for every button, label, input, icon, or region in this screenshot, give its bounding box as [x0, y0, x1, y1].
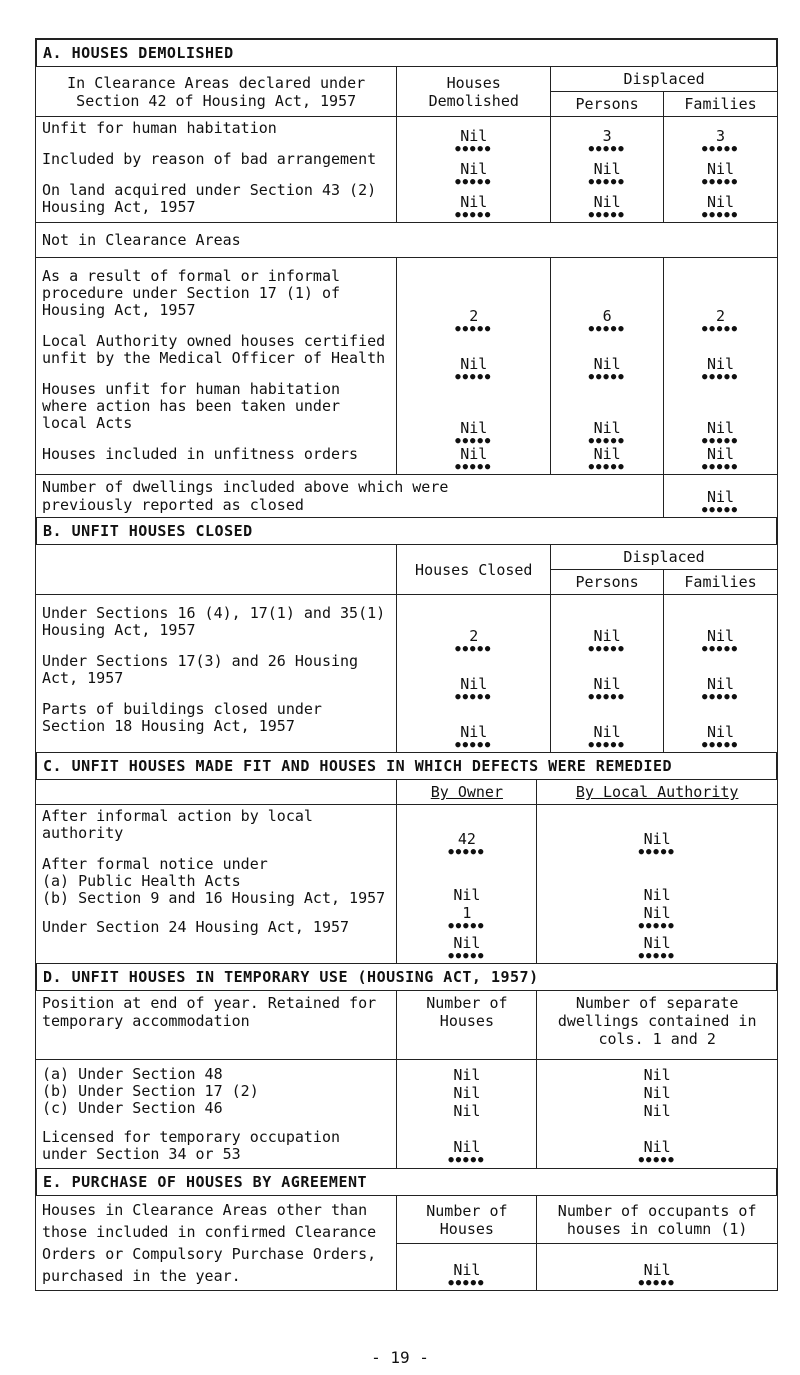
value: Nil [453, 1066, 481, 1084]
value: Nil [593, 193, 621, 211]
section-d-houses [397, 1060, 537, 1169]
row-label: Included by reason of bad arrangement [42, 150, 377, 168]
section-d-col-dwellings: Number of separate dwellings contained in cols. 1 and 2 [537, 991, 778, 1060]
value: Nil [706, 355, 735, 373]
value: Nil [453, 1102, 481, 1120]
value: Nil [643, 1066, 671, 1084]
leader-dots: ●●●●● [638, 1155, 676, 1165]
leader-dots: ●●●●● [638, 1278, 676, 1288]
row-label: Under Section 24 Housing Act, 1957 [42, 918, 350, 936]
value: Nil [643, 1138, 671, 1156]
section-b-col-houses: Houses Closed [397, 545, 551, 595]
section-a-head-label: In Clearance Areas declared under Section 42 of Housing Act, 1957 [36, 67, 397, 117]
leader-dots: ●●●●● [701, 644, 740, 654]
row-label: (b) Under Section 17 (2) [42, 1082, 259, 1100]
value: Nil [460, 419, 488, 437]
leader-dots: ●●●●● [448, 1278, 486, 1288]
leader-dots: ●●●●● [448, 847, 486, 857]
section-a-col-houses: Houses Demolished [397, 67, 551, 117]
page-number: - 19 - [371, 1348, 429, 1367]
section-b-table [35, 544, 778, 753]
section-a-families-2 [664, 258, 778, 475]
value: Nil [453, 934, 481, 952]
section-d-dwellings [537, 1060, 778, 1169]
leader-dots: ●●●●● [701, 177, 740, 187]
section-a-labels-2 [36, 258, 397, 475]
value: Nil [460, 160, 488, 178]
section-a-families-1 [664, 117, 778, 223]
value: Nil [453, 1084, 481, 1102]
section-b-col-persons: Persons [551, 570, 664, 595]
row-label: Unfit for human habitation [42, 119, 277, 137]
value: Nil [643, 1261, 671, 1279]
value: Nil [593, 355, 621, 373]
value: Nil [643, 830, 671, 848]
section-c-blank-head [36, 780, 397, 805]
value: 3 [602, 127, 612, 145]
section-b-houses [397, 595, 551, 753]
leader-dots: ●●●●● [638, 951, 676, 961]
leader-dots: ●●●●● [588, 372, 626, 382]
value: Nil [460, 723, 488, 741]
row-label: (c) Under Section 46 [42, 1099, 223, 1117]
section-b-blank-head [36, 545, 397, 595]
section-d-head-label: Position at end of year. Retained for temporary accommodation [36, 991, 397, 1060]
leader-dots: ●●●●● [455, 144, 493, 154]
value: Nil [706, 488, 735, 506]
leader-dots: ●●●●● [588, 324, 626, 334]
leader-dots: ●●●●● [455, 462, 493, 472]
row-label: Houses included in unfitness orders [42, 445, 359, 463]
report-page [35, 38, 778, 1291]
section-a-houses-1 [397, 117, 551, 223]
section-a-houses-2 [397, 258, 551, 475]
value: Nil [643, 1102, 671, 1120]
leader-dots: ●●●●● [701, 740, 740, 750]
value: Nil [460, 675, 488, 693]
section-a-table [35, 66, 778, 518]
value: Nil [706, 419, 735, 437]
value: Nil [706, 445, 735, 463]
value: 2 [469, 307, 479, 325]
leader-dots: ●●●●● [701, 324, 740, 334]
leader-dots: ●●●●● [588, 644, 626, 654]
section-c-col-la: By Local Authority [537, 780, 778, 805]
section-e-occupants [537, 1244, 778, 1291]
row-label: (a) Under Section 48 [42, 1065, 223, 1083]
section-d-col-houses: Number of Houses [397, 991, 537, 1060]
row-label: Under Sections 17(3) and 26 Housing Act, 1957 [42, 652, 359, 687]
leader-dots: ●●●●● [455, 324, 493, 334]
section-b-families [664, 595, 778, 753]
row-label: As a result of formal or informal procedure under Section 17 (1) of Housing Act, 1957 [42, 267, 341, 319]
row-label: On land acquired under Section 43 (2) Housing Act, 1957 [42, 181, 377, 216]
leader-dots: ●●●●● [588, 210, 626, 220]
section-b-col-displaced: Displaced [551, 545, 778, 570]
leader-dots: ●●●●● [448, 921, 486, 931]
leader-dots: ●●●●● [701, 692, 740, 702]
value: 42 [457, 830, 476, 848]
value: Nil [460, 445, 488, 463]
value: 1 [462, 904, 472, 922]
leader-dots: ●●●●● [455, 692, 493, 702]
leader-dots: ●●●●● [701, 462, 740, 472]
section-a-col-displaced: Displaced [551, 67, 778, 92]
section-a-labels-1 [36, 117, 397, 223]
section-e-col-occupants: Number of occupants of houses in column (1) [537, 1196, 778, 1244]
section-e-col-houses: Number of Houses [397, 1196, 537, 1244]
row-label: After informal action by local authority [42, 807, 313, 842]
section-e-title: E. PURCHASE OF HOUSES BY AGREEMENT [35, 1169, 778, 1195]
leader-dots: ●●●●● [448, 951, 486, 961]
value: Nil [643, 904, 671, 922]
leader-dots: ●●●●● [701, 436, 740, 446]
value: Nil [460, 355, 488, 373]
row-label: Houses unfit for human habitation where action has been taken under local Acts [42, 380, 341, 432]
leader-dots: ●●●●● [638, 921, 676, 931]
value: 6 [602, 307, 612, 325]
value: Nil [706, 675, 735, 693]
section-c-labels [36, 805, 397, 964]
leader-dots: ●●●●● [701, 210, 740, 220]
leader-dots: ●●●●● [588, 436, 626, 446]
leader-dots: ●●●●● [455, 177, 493, 187]
leader-dots: ●●●●● [588, 177, 626, 187]
section-b-labels [36, 595, 397, 753]
section-c-owner [397, 805, 537, 964]
not-in-clearance-heading: Not in Clearance Areas [36, 223, 778, 258]
row-label: Licensed for temporary occupation under Section 34 or 53 [42, 1128, 341, 1163]
section-b-col-families: Families [664, 570, 778, 595]
value: Nil [706, 723, 735, 741]
section-a-persons-1 [551, 117, 664, 223]
value: Nil [593, 627, 621, 645]
section-e-label: Houses in Clearance Areas other than those included in confirmed Clearance Orders or Compulsory Purchase Orders, purchased in the year. [36, 1196, 397, 1291]
row-label: Parts of buildings closed under Section 18 Housing Act, 1957 [42, 700, 322, 735]
leader-dots: ●●●●● [701, 505, 740, 515]
section-a-persons-2 [551, 258, 664, 475]
section-a-col-persons: Persons [551, 92, 664, 117]
value: Nil [453, 886, 481, 904]
section-d-title: D. UNFIT HOUSES IN TEMPORARY USE (HOUSING ACT, 1957) [35, 964, 778, 990]
section-d-labels [36, 1060, 397, 1169]
section-d-table [35, 990, 778, 1169]
leader-dots: ●●●●● [448, 1155, 486, 1165]
value: Nil [593, 419, 621, 437]
value: Nil [593, 445, 621, 463]
section-b-title: B. UNFIT HOUSES CLOSED [35, 518, 778, 544]
section-e-table [35, 1195, 778, 1291]
leader-dots: ●●●●● [638, 847, 676, 857]
row-label: Under Sections 16 (4), 17(1) and 35(1) Housing Act, 1957 [42, 604, 386, 639]
value: Nil [593, 675, 621, 693]
leader-dots: ●●●●● [455, 740, 493, 750]
value: Nil [593, 160, 621, 178]
row-label: After formal notice under [42, 855, 268, 873]
value: Nil [643, 934, 671, 952]
section-c-col-owner: By Owner [397, 780, 537, 805]
value: Nil [593, 723, 621, 741]
section-c-la [537, 805, 778, 964]
leader-dots: ●●●●● [701, 144, 740, 154]
previously-closed-label: Number of dwellings included above which were previously reported as closed [36, 475, 664, 518]
value: Nil [643, 1084, 671, 1102]
section-c-title: C. UNFIT HOUSES MADE FIT AND HOUSES IN WHICH DEFECTS WERE REMEDIED [35, 753, 778, 779]
row-label: (b) Section 9 and 16 Housing Act, 1957 [42, 889, 386, 907]
leader-dots: ●●●●● [455, 210, 493, 220]
section-c-table [35, 779, 778, 964]
value: Nil [453, 1261, 481, 1279]
value: Nil [460, 193, 488, 211]
value: Nil [643, 886, 671, 904]
value: Nil [706, 160, 735, 178]
value: 2 [716, 307, 726, 325]
section-e-houses [397, 1244, 537, 1291]
value: Nil [453, 1138, 481, 1156]
leader-dots: ●●●●● [588, 740, 626, 750]
value: Nil [460, 127, 488, 145]
section-a-col-families: Families [664, 92, 778, 117]
value: Nil [706, 627, 735, 645]
row-label: (a) Public Health Acts [42, 872, 241, 890]
value: 2 [469, 627, 479, 645]
leader-dots: ●●●●● [455, 644, 493, 654]
row-label: Local Authority owned houses certified unfit by the Medical Officer of Health [42, 332, 386, 367]
leader-dots: ●●●●● [588, 692, 626, 702]
section-a-title: A. HOUSES DEMOLISHED [35, 38, 778, 66]
previously-closed-value [664, 475, 778, 518]
value: 3 [716, 127, 726, 145]
leader-dots: ●●●●● [701, 372, 740, 382]
section-b-persons [551, 595, 664, 753]
leader-dots: ●●●●● [588, 144, 626, 154]
leader-dots: ●●●●● [588, 462, 626, 472]
leader-dots: ●●●●● [455, 372, 493, 382]
leader-dots: ●●●●● [455, 436, 493, 446]
value: Nil [706, 193, 735, 211]
